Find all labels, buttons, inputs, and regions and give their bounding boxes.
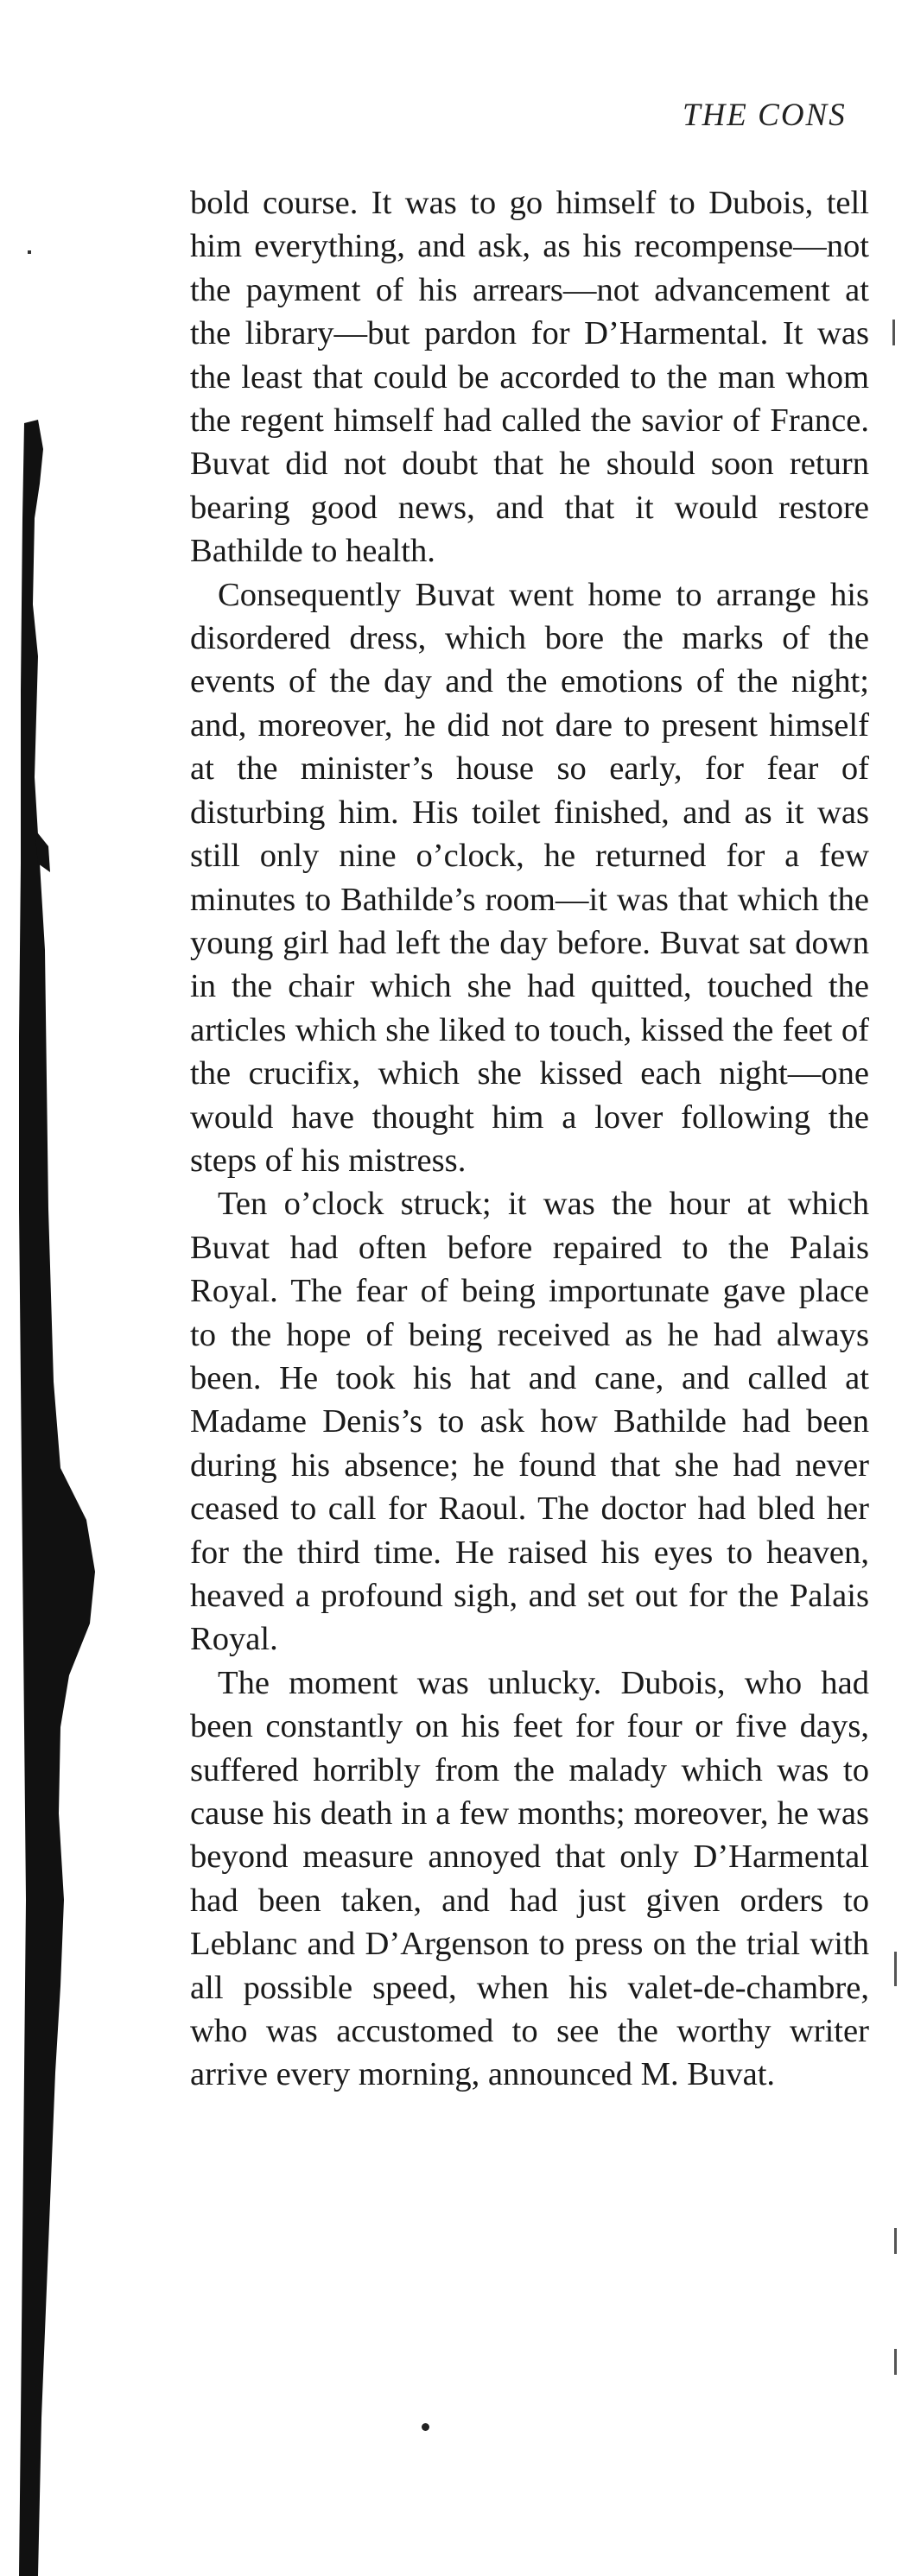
paragraph-3: Ten o’clock struck; it was the hour at which Buvat had often before repaired to the Palais Royal. The fear of being importunate gave place to the hope of being received as he had always been. He took his hat and cane, and called at Madame Denis’s to ask how Bathilde had been during his absence; he found that she had never ceased to call for Raoul. The doctor had bled her for the third time. He raised his eyes to heaven, heaved a profound sigh, and set out for the Palais Royal. (190, 1186, 869, 1658)
body-text (190, 181, 869, 2097)
scan-right-edge-marks (882, 0, 908, 2576)
running-head: THE CONS (683, 98, 847, 133)
paragraph-1: bold course. It was to go himself to Dubois, tell him everything, and ask, as his recompense—not the payment of his arrears—not advancement at the library—but pardon for D’Harmental. It was the least that could be accorded to the man whom the regent himself had called the savior of France. Buvat did not doubt that he should soon return bearing good news, and that it would restore Bathilde to health. (190, 185, 869, 570)
paragraph-4: The moment was unlucky. Dubois, who had been constantly on his feet for four or five days, suffered horribly from the malady which was to cause his death in a few months; moreover, he was beyond measure annoyed that only D’Harmental had been taken, and had just given orders to Leblanc and D’Argenson to press on the trial with all possible speed, when his valet-de-chambre, who was accustomed to see the worthy writer arrive every morning, announced M. Buvat. (190, 1664, 869, 2093)
scan-binding-shadow (0, 0, 112, 2576)
paragraph-2: Consequently Buvat went home to arrange his disordered dress, which bore the marks of the events of the day and the emotions of the night; and, moreover, he did not dare to present himself at the minister’s house so early, for fear of disturbing him. His toilet finished, and as it was still only nine o’clock, he returned for a few minutes to Bathilde’s room—it was that which the young girl had left the day before. Buvat sat down in the chair which she had quitted, touched the articles which she liked to touch, kissed the feet of the crucifix, which she kissed each night—one would have thought him a lover following the steps of his mistress. (190, 576, 869, 1179)
ink-dot (422, 2423, 429, 2431)
